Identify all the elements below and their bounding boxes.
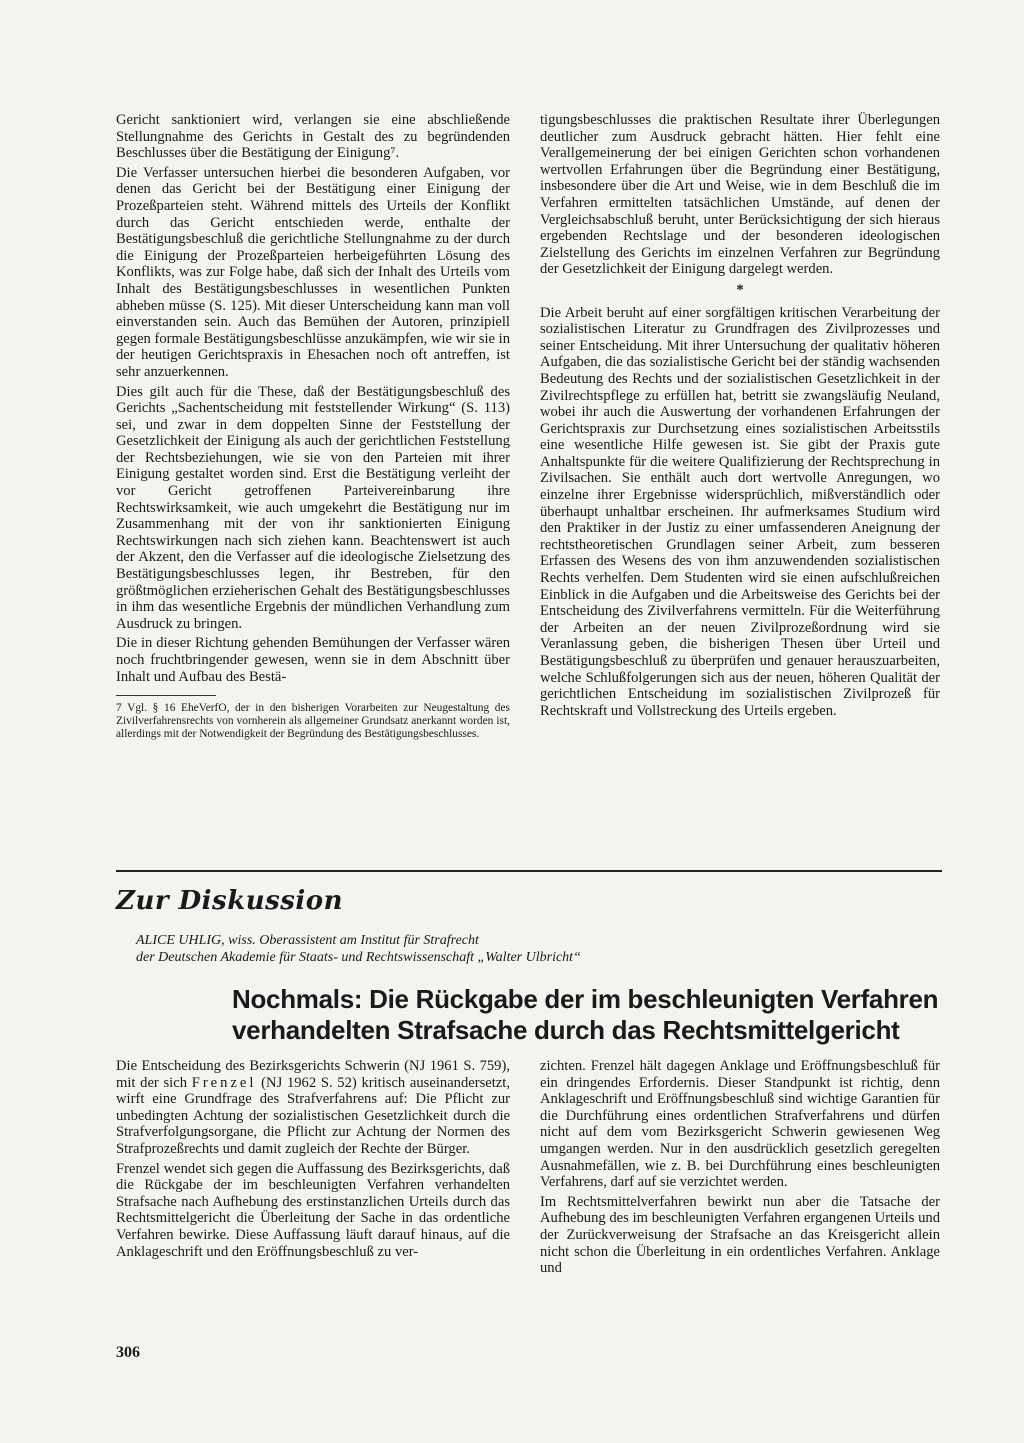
paragraph: tigungsbeschlusses die praktischen Resultate ihrer Überlegungen deutlicher zum Ausdruck gebracht hätten. Hier fehlt eine Verallgemeinerung der bei einigen Gerichten schon vorhandenen wertvollen Erfahrungen über die Begründung einer Bestätigung, insbesondere über die Art und Weise, wie in dem Beschluß die im Verfahren ermittelten tatsächlichen Umstände, auf denen der Vergleichsabschluß beruht, unter Berücksichtigung der sich hieraus ergebenden Rechtslage und der besonderen ideologischen Zielstellung des Gerichts im einzelnen Verfahren zur Begründung der Gesetzlichkeit der Einigung dargelegt werden.: [540, 112, 940, 278]
author-name: Frenzel: [191, 1074, 257, 1091]
paragraph: Die Arbeit beruht auf einer sorgfältigen kritischen Verarbeitung der sozialistischen Literatur zu Grundfragen des Zivilprozesses und seiner Entscheidung. Mit ihrer Untersuchung der qualitativ höheren Aufgaben, die das sozialistische Gericht bei der ständig wachsenden Bedeutung des Rechts und der sozialistischen Gesetzlichkeit in der Zivilrechtspflege zu erfüllen hat, betritt sie zwangsläufig Neuland, wobei ihr auch die Auswertung der vorhandenen Erfahrungen der Gerichtspraxis zur Durchsetzung eines sozialistischen Arbeitsstils eine wesentliche Hilfe gewesen ist. Sie gibt der Praxis gute Anhaltspunkte für die weitere Qualifizierung der Rechtsprechung in Zivilsachen. Sie enthält auch dort wertvolle Anregungen, wo einzelne ihrer Ergebnisse widersprüchlich, mißverständlich oder überhaupt unhaltbar erscheinen. Ihr aufmerksames Studium wird den Praktiker in der Justiz zu einer umfassenderen Aneignung der rechtstheoretischen Grundlagen seiner Arbeit, zum besseren Erfassen des Wesens des von ihm anzuwendenden sozialistischen Rechts verhelfen. Dem Studenten wird sie einen aufschlußreichen Einblick in die Aufgaben und die Arbeitsweise des Gerichts bei der Entscheidung des Zivilverfahrens vermitteln. Für die Weiterführung der Arbeiten an der neuen Zivilprozeßordnung wird sie Veranlassung geben, die bisherigen Thesen über Urteil und Bestätigungsbeschluß zu überprüfen und genauer herauszuarbeiten, welche Schlußfolgerungen sich aus der neuen, höheren Qualität der gerichtlichen Entscheidung im sozialistischen Zivilprozeß für Rechtskraft und Vollstreckung des Urteils ergeben.: [540, 304, 940, 719]
article-title: [232, 984, 952, 1046]
section-divider: [116, 870, 942, 872]
author-line: ALICE UHLIG, wiss. Oberassistent am Institut für Strafrecht: [136, 933, 479, 948]
section-heading: Zur Diskussion: [116, 886, 344, 916]
left-column-top: [116, 112, 510, 744]
title-line: verhandelten Strafsache durch das Rechtsmittelgericht: [232, 1015, 900, 1045]
paragraph: zichten. Frenzel hält dagegen Anklage und Eröffnungsbeschluß für ein dringendes Erfordernis. Dieser Standpunkt ist richtig, denn Anklageschrift und Eröffnungsbeschluß sind wichtige Garantien für die Durchführung eines ordentlichen Strafverfahrens und dürfen nicht auf dem vom Bezirksgericht Schwerin gewiesenen Weg umgangen werden. Nur in den ausdrücklich gesetzlich geregelten Ausnahmefällen, wie z. B. bei Durchführung eines beschleunigten Verfahrens, darf auf sie verzichtet werden.: [540, 1058, 940, 1191]
footnote: 7 Vgl. § 16 EheVerfO, der in den bisherigen Vorarbeiten zur Neugestaltung des Zivilverfahrensrechts von vornherein als allgemeiner Grundsatz anerkannt worden ist, allerdings mit der Notwendigkeit der Begründung des Bestätigungsbeschlusses.: [116, 702, 510, 741]
paragraph: Gericht sanktioniert wird, verlangen sie eine abschließende Stellungnahme des Gerichts in Gestalt des zu begründenden Beschlusses über die Bestätigung der Einigung⁷.: [116, 112, 510, 162]
text-run: (NJ 1962 S. 52) kritisch auseinandersetzt, wirft eine Grundfrage des Strafverfahrens auf: Die Pflicht zur unbedingten Achtung der sozialistischen Gesetzlichkeit durch die Strafverfolgungsorgane, die Pflicht zur Achtung der Normen des Strafprozeßrechts und damit zugleich der Rechte der Bürger.: [116, 1074, 510, 1157]
right-column-top: [540, 112, 940, 722]
paragraph: [116, 1058, 510, 1158]
paragraph: Die in dieser Richtung gehenden Bemühungen der Verfasser wären noch fruchtbringender gewesen, wenn sie in dem Abschnitt über Inhalt und Aufbau des Bestä-: [116, 635, 510, 685]
section-separator: *: [736, 281, 744, 298]
paragraph: Die Verfasser untersuchen hierbei die besonderen Aufgaben, vor denen das Gericht bei der Bestätigung einer Einigung der Prozeßparteien steht. Während mittels des Urteils der Konflikt durch das Gericht entschieden werde, enthalte der Bestätigungsbeschluß die gerichtliche Stellungnahme zu der durch die Einigung der Prozeßparteien herbeigeführten Lösung des Konflikts, was zur Folge habe, daß sich der Inhalt des Urteils vom Inhalt des Bestätigungsbeschlusses in wesentlichen Punkten abheben müsse (S. 125). Mit dieser Unterscheidung kann man voll einverstanden sein. Auch das Bemühen der Autoren, prinzipiell gegen formale Bestätigungsbeschlüsse anzukämpfen, wie wir sie in der heutigen Gerichtspraxis in Ehesachen noch oft antreffen, ist sehr anzuerkennen.: [116, 164, 510, 380]
title-line: Nochmals: Die Rückgabe der im beschleunigten Verfahren: [232, 984, 939, 1014]
right-column-bottom: [540, 1058, 940, 1280]
paragraph: Dies gilt auch für die These, daß der Bestätigungsbeschluß des Gerichts „Sachentscheidung mit feststellender Wirkung“ (S. 113) sei, und zwar in dem doppelten Sinne der Feststellung der Gesetzlichkeit der Einigung als auch der gerichtlichen Feststellung der Rechtsbeziehungen, wie sie von den Parteien mit ihrer Einigung gestaltet worden sind. Erst die Bestätigung verleiht der vor Gericht getroffenen Parteivereinbarung ihre Rechtswirksamkeit, wie auch umgekehrt die Bestätigung nur im Zusammenhang mit der von ihr sanktionierten Einigung Rechtswirkungen nach sich ziehen kann. Beachtenswert ist auch der Akzent, den die Verfasser auf die ideologische Zielsetzung des Bestätigungsbeschlusses legen, ihr Bestreben, für den größtmöglichen erzieherischen Gehalt des Bestätigungsbeschlusses in ihm das wesentliche Ergebnis der mündlichen Verhandlung zum Ausdruck zu bringen.: [116, 383, 510, 632]
page-number: 306: [116, 1344, 140, 1361]
author-byline: [136, 932, 856, 966]
paragraph: Frenzel wendet sich gegen die Auffassung des Bezirksgerichts, daß die Rückgabe der im beschleunigten Verfahren verhandelten Strafsache nach Aufhebung des erstinstanzlichen Urteils durch das Rechtsmittelgericht die Überleitung der Sache in das ordentliche Verfahren bewirke. Diese Auffassung läuft darauf hinaus, auf die Anklageschrift und den Eröffnungsbeschluß zu ver-: [116, 1160, 510, 1260]
author-line: der Deutschen Akademie für Staats- und Rechtswissenschaft „Walter Ulbricht“: [136, 950, 581, 965]
left-column-bottom: [116, 1058, 510, 1263]
text-run: Die Entscheidung des Bezirksgerichts Schwerin (NJ 1961 S. 759), mit der sich: [116, 1058, 510, 1091]
paragraph: Im Rechtsmittelverfahren bewirkt nun aber die Tatsache der Aufhebung des im beschleunigten Verfahren ergangenen Urteils und der Zurückverweisung der Strafsache an das Kreisgericht allein nicht schon die Überleitung in ein ordentliches Verfahren. Anklage und: [540, 1193, 940, 1277]
footnote-rule: [116, 695, 216, 696]
